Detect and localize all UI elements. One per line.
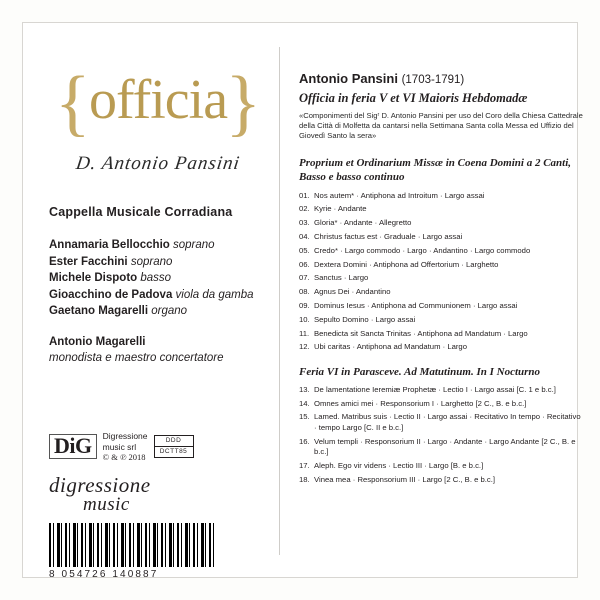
- work-title: Officia in feria V et VI Maioris Hebdomadæ: [299, 91, 528, 105]
- label-row: [49, 431, 269, 463]
- table-row: [299, 314, 585, 325]
- label-name: Digressione: [102, 431, 148, 441]
- right-column: [299, 71, 585, 489]
- track-number: 12.: [299, 342, 310, 352]
- label-logo: DiG: [49, 434, 97, 459]
- performer-role: viola da gamba: [175, 288, 254, 301]
- album-title: officia: [88, 69, 228, 131]
- catalog-number: DCTT85: [154, 447, 194, 458]
- track-number: 01.: [299, 190, 310, 200]
- performer-name: Michele Dispoto: [49, 272, 138, 284]
- track-title: Omnes amici mei · Responsorium I · Larghetto [2 C., B. e b.c.]: [314, 398, 527, 408]
- performer-role: soprano: [130, 255, 173, 268]
- track-number: 10.: [299, 314, 310, 324]
- performer-name: Gioacchino de Padova: [49, 288, 173, 301]
- column-divider: [279, 47, 280, 555]
- label-brandmark: [49, 473, 269, 516]
- table-row: [299, 475, 585, 486]
- track-number: 18.: [299, 474, 310, 484]
- performer-name: Annamaria Bellocchio: [49, 239, 170, 251]
- table-row: [299, 328, 585, 339]
- track-title: Sanctus · Largo: [314, 273, 369, 283]
- table-row: [299, 341, 585, 352]
- performer-role: basso: [140, 272, 172, 284]
- table-row: [299, 286, 585, 297]
- album-logo: [49, 62, 267, 151]
- composer-dates: (1703-1791): [401, 74, 465, 86]
- director-block: [49, 334, 267, 366]
- table-row: [299, 245, 585, 256]
- section-title-1: Proprium et Ordinarium Missæ in Coena Domini a 2 Canti, Basso e basso continuo: [299, 156, 572, 183]
- track-number: 07.: [299, 273, 310, 283]
- track-title: Dominus Iesus · Antiphona ad Communionem · Largo assai: [314, 300, 518, 310]
- barcode-number: 8 054726 140887: [49, 569, 159, 580]
- label-entity: music srl: [102, 441, 137, 452]
- track-number: 11.: [299, 328, 310, 338]
- label-copyright: © & ℗ 2018: [102, 452, 146, 462]
- cover-inner-panel: [22, 22, 583, 580]
- track-number: 05.: [299, 245, 310, 255]
- track-number: 17.: [299, 461, 310, 471]
- ddd-badge: DDD: [154, 435, 194, 447]
- brandmark-main: digressione: [49, 472, 151, 497]
- track-number: 08.: [299, 287, 310, 297]
- track-number: 16.: [299, 436, 310, 446]
- track-title: Credo* · Largo commodo · Largo · Andantino · Largo commodo: [314, 245, 531, 255]
- left-column: [49, 51, 267, 366]
- track-title: Agnus Dei · Andantino: [314, 287, 391, 297]
- track-title: Christus factus est · Graduale · Largo assai: [314, 232, 463, 241]
- table-row: [299, 272, 585, 283]
- track-title: Kyrie · Andante: [314, 204, 367, 214]
- table-row: [299, 231, 585, 242]
- work-description: «Componimenti del Sigʳ D. Antonio Pansini per uso del Coro della Chiesa Cattedrale della Città di Molfetta da cantarsi nella Settimana Santa colla Messa ed Uffizio del Giovedì Santo la sera»: [299, 111, 583, 141]
- left-brace-icon: {: [55, 62, 91, 144]
- track-title: Ubi caritas · Antiphona ad Mandatum · Largo: [314, 342, 467, 352]
- table-row: [299, 437, 585, 458]
- track-title: Dextera Domini · Antiphona ad Offertorium · Larghetto: [314, 259, 499, 269]
- composer-name: [299, 71, 585, 86]
- table-row: [299, 385, 585, 396]
- track-title: Vinea mea · Responsorium III · Largo [2 C., B. e b.c.]: [314, 474, 496, 484]
- track-number: 03.: [299, 218, 310, 228]
- brandmark-sub: music: [83, 493, 130, 515]
- list-item: [49, 270, 267, 287]
- track-title: De lamentatione Ieremiæ Prophetæ · Lectio I · Largo assai [C. 1 e b.c.]: [314, 384, 556, 394]
- track-number: 04.: [299, 232, 310, 241]
- ddd-block: [154, 435, 194, 458]
- track-title: Nos autem* · Antiphona ad Introitum · Largo assai: [314, 190, 485, 200]
- director-name: Antonio Magarelli: [49, 335, 146, 348]
- table-row: [299, 412, 585, 433]
- section-title-2: Feria VI in Parasceve. Ad Matutinum. In I Nocturno: [299, 365, 541, 378]
- track-list-1: [299, 190, 585, 353]
- track-title: Aleph. Ego vir videns · Lectio III · Largo [B. e b.c.]: [314, 461, 484, 471]
- performer-role: organo: [151, 305, 188, 317]
- table-row: [299, 203, 585, 214]
- list-item: [49, 287, 267, 304]
- track-number: 15.: [299, 412, 310, 422]
- performer-role: soprano: [173, 239, 215, 251]
- composer-label: Antonio Pansini: [299, 71, 398, 86]
- composer-signature: D. Antonio Pansini: [74, 153, 242, 174]
- track-number: 06.: [299, 259, 310, 269]
- track-title: Sepulto Domino · Largo assai: [314, 314, 416, 324]
- table-row: [299, 300, 585, 311]
- track-number: 09.: [299, 300, 310, 310]
- table-row: [299, 461, 585, 472]
- table-row: [299, 399, 585, 410]
- performer-name: Gaetano Magarelli: [49, 305, 149, 317]
- record-label-block: [49, 431, 269, 516]
- performer-list: [49, 237, 267, 320]
- table-row: [299, 190, 585, 201]
- barcode: [49, 523, 217, 580]
- table-row: [299, 259, 585, 270]
- track-title: Lamed. Matribus suis · Lectio II · Largo assai · Recitativo In tempo · Recitativo · tempo Largo [C. II e b.c.]: [314, 412, 581, 432]
- track-list-2: [299, 385, 585, 486]
- right-brace-icon: }: [225, 62, 261, 144]
- table-row: [299, 217, 585, 228]
- label-meta: [103, 431, 148, 463]
- performer-name: Ester Facchini: [49, 255, 128, 268]
- ensemble-name: Cappella Musicale Corradiana: [49, 205, 233, 219]
- barcode-bars: [49, 523, 217, 567]
- list-item: [49, 237, 267, 254]
- track-title: Velum templi · Responsorium II · Largo · Andante · Largo Andante [2 C., B. e b.c.]: [314, 436, 576, 457]
- director-role: monodista e maestro concertatore: [49, 351, 224, 364]
- list-item: [49, 254, 267, 271]
- track-title: Gloria* · Andante · Allegretto: [314, 218, 412, 228]
- track-number: 14.: [299, 398, 310, 408]
- track-number: 13.: [299, 384, 310, 394]
- list-item: [49, 303, 267, 320]
- track-title: Benedicta sit Sancta Trinitas · Antiphona ad Mandatum · Largo: [314, 328, 528, 338]
- track-number: 02.: [299, 204, 310, 214]
